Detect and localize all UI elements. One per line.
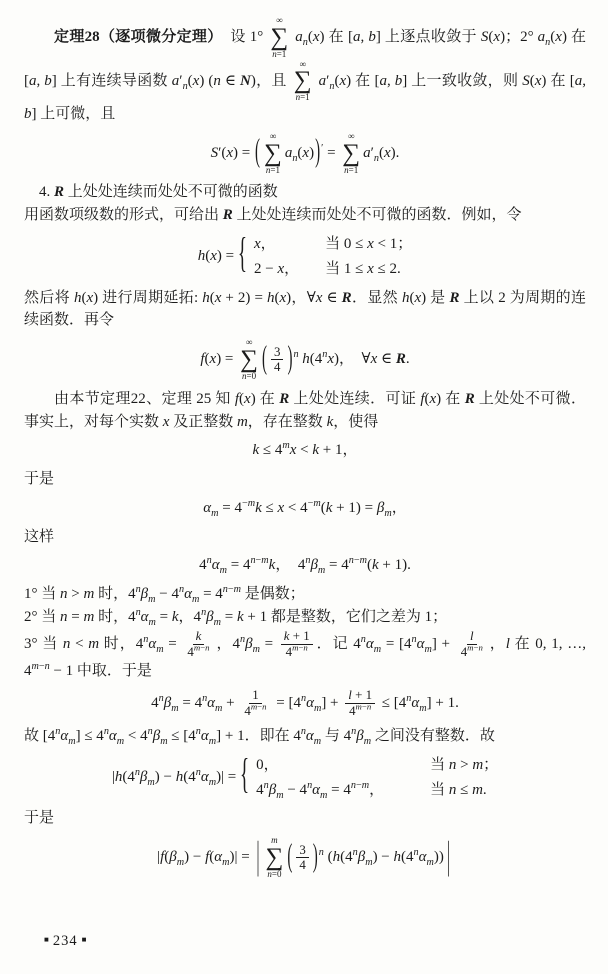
page-footer [40,930,90,952]
case-item-3: 3° 当 n < m 时，$4^n\alpha_m$ = $\frac{k}{4^{m-n}}$ ，$4^n\beta_m$ = $\frac{k + 1}{4^{m-n}}$ ．记 $4^n\alpha_m = [4^n\alpha_m]$ + $\frac{l}{4^{m-n}}$ ，l 在 0, 1, …, $4^{m-n} - 1$ 中取．于是 [24,628,586,679]
termwise-derivative-formula: S′(x) = ( ∞ ∑ n=1 $a_n(x))'$ = ∞ ∑ n=1 $a'_n(x)$. [210,130,400,175]
f-series-definition: f(x) = ∞ ∑ n=0 ( $\frac{3}{4}$ )$^n$ h(4$^n$x)， ∀x ∈ R. [200,337,410,381]
section-heading-4: 4. R 上处处连续而处处不可微的函数 [39,184,278,201]
beta-expansion-formula: $4^n\beta_m = 4^n\alpha_m$ + $\frac{1}{4^{m-n}}$ = $[4^n\alpha_m]$ + $\frac{l + 1}{4^{m-n}}$ ≤ $[4^n\alpha_m] + 1$. [151,688,459,719]
periodic-extension-paragraph: 然后将 h(x) 进行周期延拓: h(x + 2) = h(x)，∀x ∈ R．显然 h(x) 是 R 上以 2 为周期的连续函数．再令 [24,289,586,329]
h-piecewise-definition: h(x) = { x， 当 0 ≤ x < 1； 2 − x， 当 1 ≤ x ≤ 2. [197,231,413,279]
theorem-28-statement: 定理28（逐项微分定理） 设 1° ∞ ∑ n=1 $a_n(x)$ 在 [a, b] 上逐点收敛于 S(x)；2° $a_n(x)$ 在 [a, b] 上有连续导函数 $a'_n(x)$ (n ∈ N)，且 ∞ ∑ n=1 $a'_n(x)$ 在 [a, b] 上一致收敛，则 S(x) 在 [a, b] 上可微，且 [24,15,587,123]
four-n-alpha-beta-formula: $4^n\alpha_m = 4^{n-m}k$， $4^n\beta_m = 4^{n-m}(k + 1)$. [199,555,411,577]
connector-zheyang: 这样 [24,528,55,545]
connector-yushi-2: 于是 [24,810,55,827]
footer-marker-right: ■ [81,934,87,944]
intro-paragraph: 用函数项级数的形式，可给出 R 上处处连续而处处不可微的函数．例如，令 [24,207,522,224]
continuity-paragraph: 由本节定理22、定理 25 知 f(x) 在 R 上处处连续．可证 f(x) 在 R 上处处不可微．事实上，对每个实数 x 及正整数 m，存在整数 k，使得 [24,390,586,430]
page-number: 234 [52,932,78,949]
alpha-beta-inequality-formula: $\alpha_m = 4^{-m}k \le x < 4^{-m}(k + 1) = \beta_m$， [203,497,407,519]
h-difference-cases-formula: $|h(4^n\beta_m) - h(4^n\alpha_m)|$ = { 0， 当 n > m； $4^n\beta_m - 4^n\alpha_m = 4^{n-m}$， 当 n ≤ m. [111,751,499,801]
case-item-1: 1° 当 n > m 时，$4^n\beta_m - 4^n\alpha_m = 4^{n-m}$ 是偶数； [24,584,305,606]
f-difference-sum-formula: $|f(\beta_m) - f(\alpha_m)|$ = | m ∑ n=0 ( $\frac{3}{4}$ )$^n$ $(h(4^n\beta_m) - h(4^n\alpha_m))$ | [157,835,450,879]
k-inequality-formula: $k \le 4^mx < k + 1$， [252,440,358,459]
connector-yushi-1: 于是 [24,471,55,488]
no-integer-between-paragraph: 故 $[4^n\alpha_m] \le 4^n\alpha_m < 4^n\beta_m \le [4^n\alpha_m] + 1$．即在 $4^n\alpha_m$ 与 $4^n\beta_m$ 之间没有整数．故 [24,725,495,747]
case-item-2: 2° 当 n = m 时，$4^n\alpha_m = k$，$4^n\beta_m = k + 1$ 都是整数，它们之差为 1； [24,607,448,629]
footer-marker-left: ■ [44,934,49,944]
